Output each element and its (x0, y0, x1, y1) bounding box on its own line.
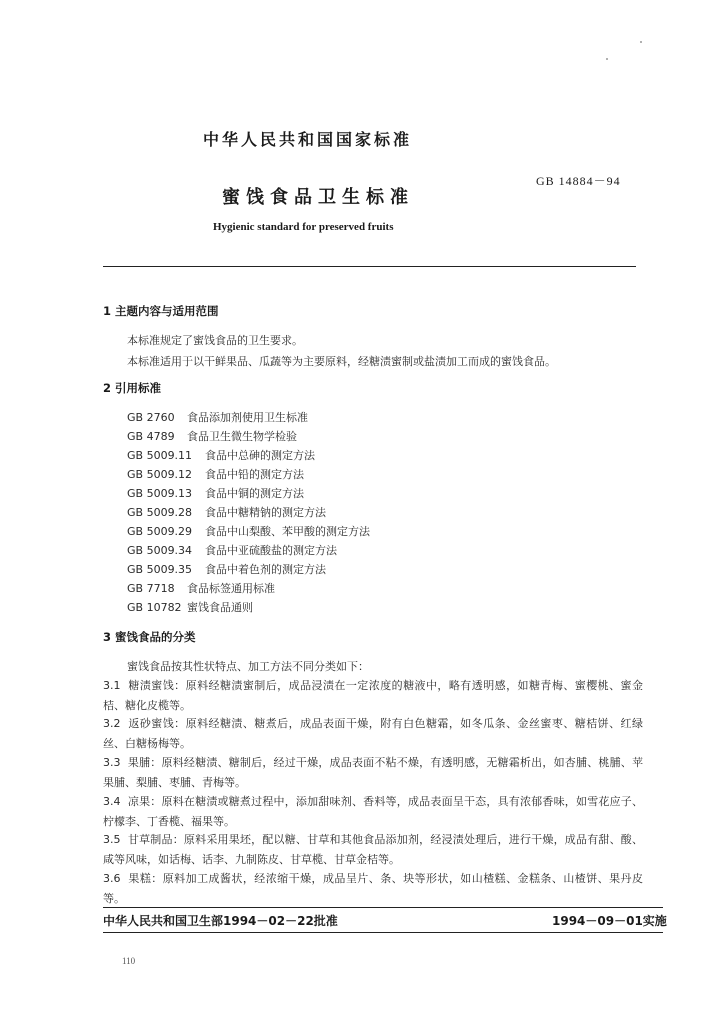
footer-bottom-rule (103, 932, 663, 933)
reference-item (127, 409, 308, 425)
header-divider (103, 266, 636, 267)
classification-item (103, 676, 643, 715)
classification-number: 3.5 (103, 833, 121, 846)
classification-number: 3.2 (103, 717, 121, 730)
classification-number: 3.4 (103, 795, 121, 808)
reference-item (127, 504, 326, 520)
reference-code: GB 4789 (127, 430, 175, 443)
document-title: 蜜饯食品卫生标准 (222, 187, 414, 208)
reference-code: GB 2760 (127, 411, 175, 424)
section-2-heading: 2 引用标准 (103, 381, 162, 395)
reference-name: 食品中总砷的测定方法 (205, 449, 315, 462)
effective-date: 1994－09－01实施 (552, 914, 667, 928)
scan-speck (606, 58, 608, 60)
reference-code: GB 5009.29 (127, 525, 193, 538)
reference-code: GB 5009.11 (127, 449, 193, 462)
classification-text: 果糕：原料加工成酱状，经浓缩干燥，成品呈片、条、块等形状，如山楂糕、金糕条、山楂饼、果丹皮等。 (103, 872, 643, 905)
scan-speck (640, 41, 642, 43)
reference-name: 食品中亚硫酸盐的测定方法 (205, 544, 337, 557)
classification-text: 返砂蜜饯：原料经糖渍、糖煮后，成品表面干燥，附有白色糖霜，如冬瓜条、金丝蜜枣、糖桔饼、红绿丝、白糖杨梅等。 (103, 717, 643, 750)
classification-number: 3.1 (103, 679, 121, 692)
reference-code: GB 5009.28 (127, 506, 193, 519)
classification-text: 糖渍蜜饯：原料经糖渍蜜制后，成品浸渍在一定浓度的糖液中，略有透明感，如糖青梅、蜜樱桃、蜜金桔、糖化皮榄等。 (103, 679, 643, 712)
classification-text: 凉果：原料在糖渍或糖煮过程中，添加甜味剂、香料等，成品表面呈干态，具有浓郁香味，如雪花应子、柠檬李、丁香榄、福果等。 (103, 795, 643, 828)
reference-item (127, 561, 326, 577)
reference-name: 食品标签通用标准 (187, 582, 275, 595)
approval-line: 中华人民共和国卫生部1994－02－22批准 (103, 914, 338, 928)
reference-code: GB 7718 (127, 582, 175, 595)
section-1-paragraph: 本标准适用于以干鲜果品、瓜蔬等为主要原料，经糖渍蜜制或盐渍加工而成的蜜饯食品。 (127, 355, 556, 368)
classification-item (103, 714, 643, 753)
classification-item (103, 830, 643, 869)
reference-code: GB 5009.13 (127, 487, 193, 500)
classification-item (103, 869, 643, 908)
classification-number: 3.3 (103, 756, 121, 769)
reference-name: 食品中铜的测定方法 (205, 487, 304, 500)
section-1-heading: 1 主题内容与适用范围 (103, 304, 219, 318)
issuer-heading: 中华人民共和国国家标准 (203, 130, 413, 149)
reference-code: GB 5009.35 (127, 563, 193, 576)
reference-name: 食品中着色剂的测定方法 (205, 563, 326, 576)
reference-name: 蜜饯食品通则 (187, 601, 253, 614)
classification-text: 果脯：原料经糖渍、糖制后，经过干燥，成品表面不粘不燥，有透明感，无糖霜析出，如杏脯、桃脯、苹果脯、梨脯、枣脯、青梅等。 (103, 756, 643, 789)
reference-name: 食品中山梨酸、苯甲酸的测定方法 (205, 525, 370, 538)
document-title-english: Hygienic standard for preserved fruits (213, 221, 394, 233)
page-number: 110 (122, 956, 136, 966)
classification-number: 3.6 (103, 872, 121, 885)
classification-item (103, 753, 643, 792)
reference-code: GB 5009.12 (127, 468, 193, 481)
classification-item (103, 792, 643, 831)
section-3-intro: 蜜饯食品按其性状特点、加工方法不同分类如下： (127, 660, 369, 673)
reference-item (127, 485, 304, 501)
reference-name: 食品卫生微生物学检验 (187, 430, 297, 443)
reference-code: GB 5009.34 (127, 544, 193, 557)
reference-item (127, 542, 337, 558)
reference-code: GB 10782 (127, 601, 182, 614)
reference-item (127, 447, 315, 463)
reference-item (127, 580, 275, 596)
reference-item (127, 428, 297, 444)
classification-text: 甘草制品：原料采用果坯，配以糖、甘草和其他食品添加剂，经浸渍处理后，进行干燥，成品有甜、酸、咸等风味，如话梅、话李、九制陈皮、甘草榄、甘草金桔等。 (103, 833, 643, 866)
reference-item (127, 466, 304, 482)
section-3-heading: 3 蜜饯食品的分类 (103, 630, 196, 644)
reference-name: 食品中糖精钠的测定方法 (205, 506, 326, 519)
section-1-paragraph: 本标准规定了蜜饯食品的卫生要求。 (127, 334, 303, 347)
reference-name: 食品添加剂使用卫生标准 (187, 411, 308, 424)
standard-number: GB 14884－94 (536, 174, 621, 188)
footer-divider (103, 907, 663, 908)
reference-item (127, 523, 370, 539)
reference-item (127, 599, 253, 615)
reference-name: 食品中铅的测定方法 (205, 468, 304, 481)
